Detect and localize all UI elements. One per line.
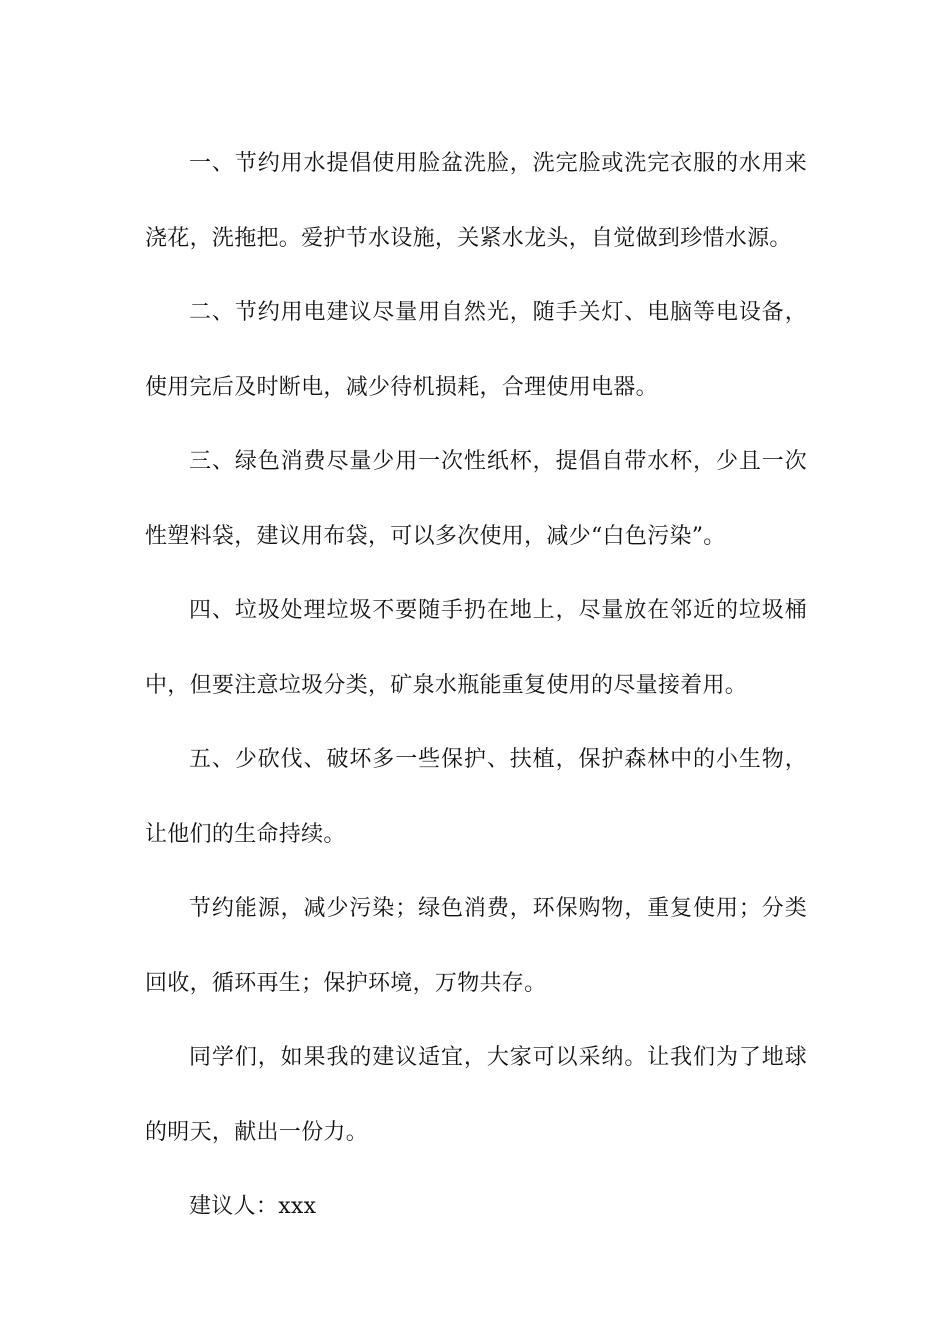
- paragraph-green-consumption: 三、绿色消费尽量少用一次性纸杯，提倡自带水杯，少且一次性塑料袋，建议用布袋，可以多次使用，减少“白色污染”。: [145, 449, 807, 549]
- paragraph-slogan: 节约能源，减少污染；绿色消费，环保购物，重复使用；分类回收，循环再生；保护环境，万物共存。: [145, 896, 807, 996]
- paragraph-forest-protection: 五、少砍伐、破坏多一些保护、扶植，保护森林中的小生物，让他们的生命持续。: [145, 747, 807, 847]
- paragraph-electricity-saving: 二、节约用电建议尽量用自然光，随手关灯、电脑等电设备，使用完后及时断电，减少待机损耗，合理使用电器。: [145, 300, 807, 400]
- document-body: [145, 127, 807, 1245]
- paragraph-appeal: 同学们，如果我的建议适宜，大家可以采纳。让我们为了地球的明天，献出一份力。: [145, 1045, 807, 1145]
- paragraph-signature: 建议人：xxx: [189, 1194, 317, 1219]
- paragraph-garbage-handling: 四、垃圾处理垃圾不要随手扔在地上，尽量放在邻近的垃圾桶中，但要注意垃圾分类，矿泉水瓶能重复使用的尽量接着用。: [145, 598, 807, 698]
- paragraph-water-saving: 一、节约用水提倡使用脸盆洗脸，洗完脸或洗完衣服的水用来浇花，洗拖把。爱护节水设施，关紧水龙头，自觉做到珍惜水源。: [145, 151, 807, 251]
